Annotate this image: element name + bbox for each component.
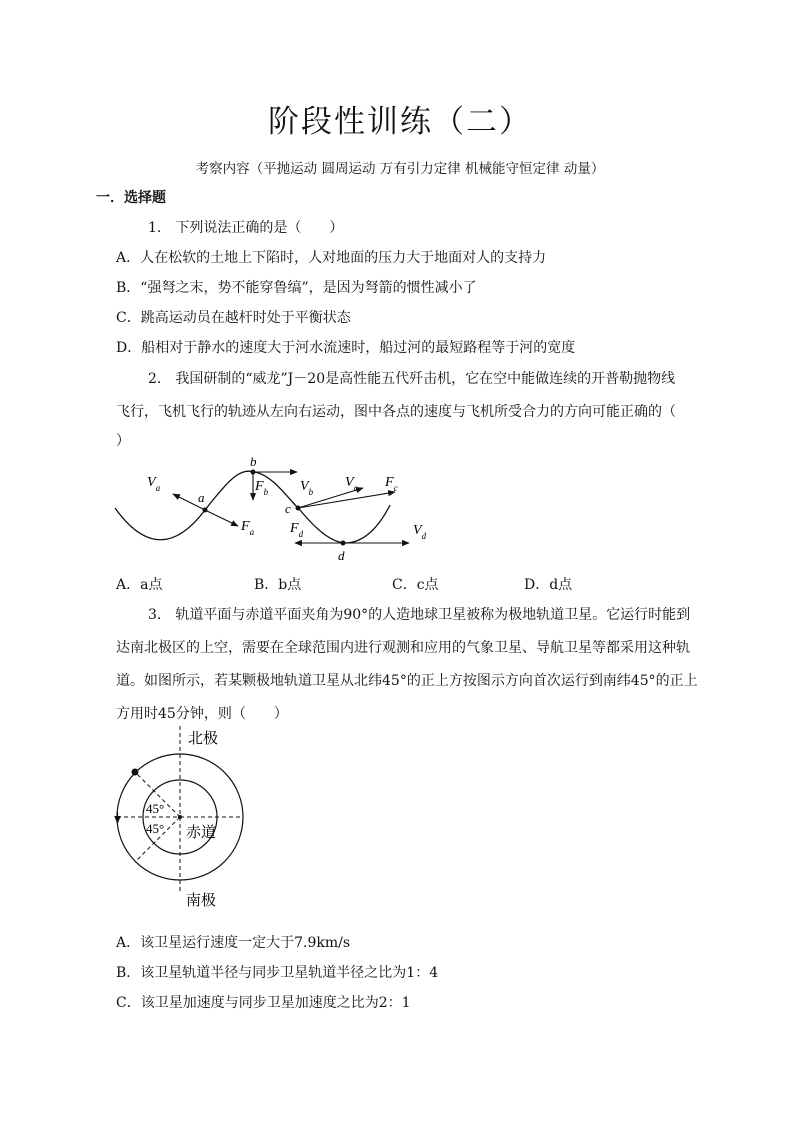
label-fc: $F_c$ — [385, 475, 398, 493]
question-1-option-b: B．“强弩之末，势不能穿鲁缟”，是因为弩箭的惯性减小了 — [116, 280, 477, 296]
south-pole-label: 南极 — [186, 893, 217, 909]
north-pole-label: 北极 — [188, 731, 219, 747]
question-2-stem-line-2: 飞行，飞机飞行的轨迹从左向右运动，图中各点的速度与飞机所受合力的方向可能正确的（ — [116, 404, 676, 420]
question-2-option-b: B．b点 — [254, 577, 302, 593]
label-b: b — [250, 454, 257, 469]
label-a: a — [198, 490, 205, 505]
question-3-option-b: B．该卫星轨道半径与同步卫星轨道半径之比为1：4 — [116, 965, 439, 981]
equator-label: 赤道 — [186, 825, 217, 841]
angle-top-label: 45° — [146, 801, 165, 816]
force-arrow-a — [205, 510, 238, 526]
trajectory-figure — [105, 450, 435, 568]
question-3-stem-line-2: 达南北极区的上空，需要在全球范围内进行观测和应用的气象卫星、导航卫星等都采用这种轨 — [116, 640, 690, 656]
question-3-stem-line-3: 道。如图所示，若某颗极地轨道卫星从北纬45°的正上方按图示方向首次运行到南纬45°的正上 — [116, 673, 698, 689]
question-2-option-c: C．c点 — [392, 577, 439, 593]
label-vd: $V_d$ — [413, 523, 427, 541]
question-1-stem: 1. 下列说法正确的是（ ） — [148, 220, 344, 236]
question-2-option-d: D．d点 — [524, 577, 573, 593]
question-3-stem-line-1: 3. 轨道平面与赤道平面夹角为90°的人造地球卫星被称为极地轨道卫星。它运行时能到 — [148, 607, 691, 623]
question-2-stem-line-3: ） — [116, 433, 130, 449]
label-va: $V_a$ — [147, 475, 161, 493]
label-vc: $V_c$ — [345, 475, 358, 493]
label-fb: $F_b$ — [255, 479, 269, 497]
question-3-stem-line-4: 方用时45分钟，则（ ） — [116, 706, 288, 722]
question-1-option-d: D．船相对于静水的速度大于河水流速时，船过河的最短路程等于河的宽度 — [116, 340, 576, 356]
section-heading: 一．选择题 — [96, 190, 166, 206]
question-3-option-c: C．该卫星加速度与同步卫星加速度之比为2：1 — [116, 995, 411, 1011]
page-title: 阶段性训练（二） — [268, 104, 532, 140]
question-2-option-a: A．a点 — [116, 577, 163, 593]
label-vb: $V_b$ — [300, 479, 314, 497]
question-2-stem-line-1: 2. 我国研制的“威龙”J－20是高性能五代歼击机，它在空中能做连续的开普勒抛物线 — [148, 371, 676, 387]
subtitle: 考察内容（平抛运动 圆周运动 万有引力定律 机械能守恒定律 动量） — [195, 161, 605, 177]
angle-bottom-label: 45° — [146, 821, 165, 836]
question-3-option-a: A．该卫星运行速度一定大于7.9km/s — [116, 935, 351, 951]
label-fd: $F_d$ — [290, 521, 304, 539]
question-1-option-a: A．人在松软的土地上下陷时，人对地面的压力大于地面对人的支持力 — [116, 250, 547, 266]
label-fa: $F_a$ — [241, 519, 255, 537]
polar-orbit-figure — [108, 724, 258, 914]
satellite — [132, 769, 139, 776]
label-c: c — [285, 501, 291, 516]
earth-center — [178, 815, 182, 819]
question-1-option-c: C．跳高运动员在越杆时处于平衡状态 — [116, 310, 351, 326]
label-d: d — [338, 548, 345, 563]
